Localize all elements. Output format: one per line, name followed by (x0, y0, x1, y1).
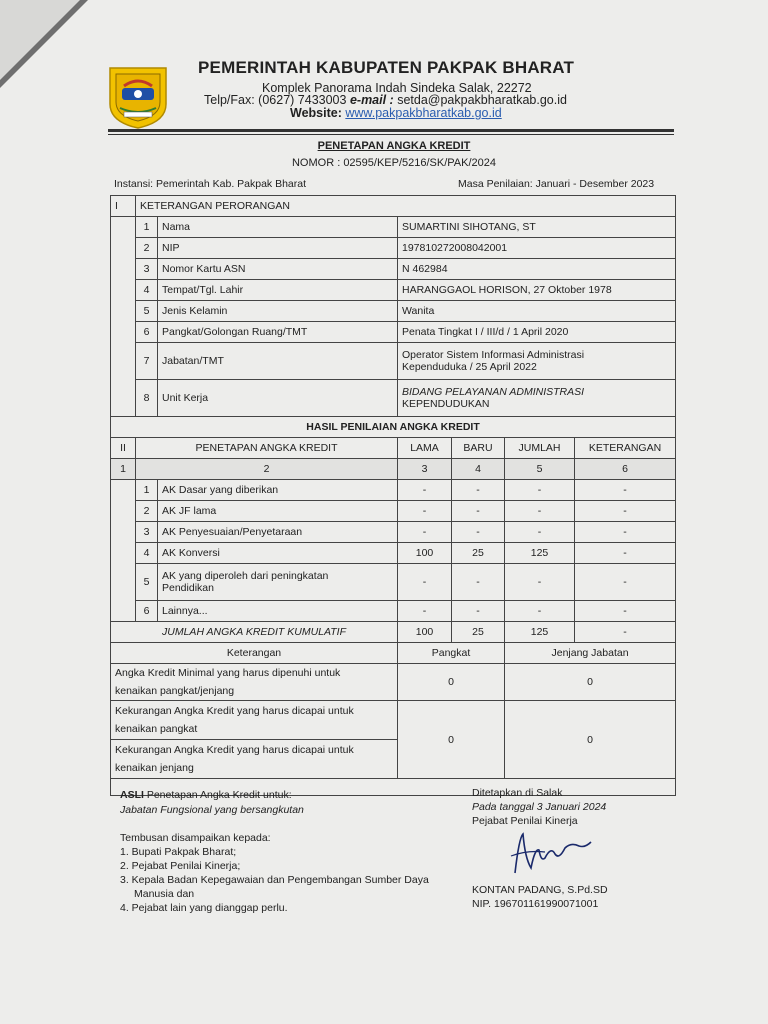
table-row: 3 AK Penyesuaian/Penyetaraan - - - - (111, 522, 676, 543)
pejabat-text: Pejabat Penilai Kinerja (472, 815, 578, 827)
table-row: 4 Tempat/Tgl. Lahir HARANGGAOL HORISON, 27 Oktober 1978 (111, 280, 676, 301)
tembusan-item-3: 3. Kepala Badan Kepegawaian dan Pengembangan Sumber Daya (120, 874, 429, 886)
section2-heading-row (111, 417, 676, 438)
header-rule-thin (108, 134, 674, 135)
tembusan-item-1: 1. Bupati Pakpak Bharat; (120, 846, 237, 858)
table-row: 5 Jenis Kelamin Wanita (111, 301, 676, 322)
tanggal-text: Pada tanggal 3 Januari 2024 (472, 801, 607, 813)
header-contact (204, 93, 567, 107)
credit-table (110, 195, 676, 796)
section1-title: KETERANGAN PERORANGAN (136, 196, 676, 217)
tembusan-item-2: 2. Pejabat Penilai Kinerja; (120, 860, 241, 872)
website-link[interactable]: www.pakpakbharatkab.go.id (345, 106, 502, 120)
masa-penilaian-text: Masa Penilaian: Januari - Desember 2023 (458, 178, 655, 190)
section3-header-row: Keterangan Pangkat Jenjang Jabatan (111, 643, 676, 664)
document-title: PENETAPAN ANGKA KREDIT (317, 140, 471, 152)
document-number: NOMOR : 02595/KEP/5216/SK/PAK/2024 (291, 157, 497, 169)
section1-roman: I (111, 196, 136, 217)
table-row: 6 Lainnya... - - - - (111, 601, 676, 622)
table-row: Angka Kredit Minimal yang harus dipenuhi untuk kenaikan pangkat/jenjang 0 0 (111, 664, 676, 701)
ditetapkan-text: Ditetapkan di Salak (472, 787, 563, 799)
table-row: 4 AK Konversi 100 25 125 - (111, 543, 676, 564)
asli-line: ASLI Penetapan Angka Kredit untuk: (120, 789, 292, 801)
table-row: 5 AK yang diperoleh dari peningkatan Pendidikan - - - - (111, 564, 676, 601)
signer-name: KONTAN PADANG, S.Pd.SD (472, 884, 608, 896)
page-corner-fold (0, 0, 80, 80)
signer-nip: NIP. 196701161990071001 (472, 898, 599, 910)
section2-index-row: 1 2 3 4 5 6 (111, 459, 676, 480)
header-website-label: Website: (290, 106, 342, 120)
table-row: 1 Nama SUMARTINI SIHOTANG, ST (111, 217, 676, 238)
table-row: Kekurangan Angka Kredit yang harus dicapai untuk kenaikan jenjang (111, 740, 676, 779)
header-title: PEMERINTAH KABUPATEN PAKPAK BHARAT (198, 58, 575, 77)
header-email: setda@pakpakbharatkab.go.id (397, 93, 567, 107)
table-row: 2 AK JF lama - - - - (111, 501, 676, 522)
header-website-line (290, 106, 502, 120)
header-phone: Telp/Fax: (0627) 7433003 (204, 93, 347, 107)
signature-icon (505, 828, 595, 878)
section2-column-header-row: II PENETAPAN ANGKA KREDIT LAMA BARU JUMLAH KETERANGAN (111, 438, 676, 459)
tembusan-item-4: 4. Pejabat lain yang dianggap perlu. (120, 902, 288, 914)
table-row: Kekurangan Angka Kredit yang harus dicapai untuk kenaikan pangkat 0 0 (111, 701, 676, 740)
header-rule-thick (108, 129, 674, 132)
section1-header-row (111, 196, 676, 217)
regency-emblem-icon (106, 64, 170, 130)
asli-sub: Jabatan Fungsional yang bersangkutan (120, 804, 304, 816)
header-address: Komplek Panorama Indah Sindeka Salak, 22272 (262, 81, 532, 95)
instansi-text: Instansi: Pemerintah Kab. Pakpak Bharat (114, 178, 307, 190)
section2-heading: HASIL PENILAIAN ANGKA KREDIT (111, 417, 676, 438)
table-row: 2 NIP 197810272008042001 (111, 238, 676, 259)
table-row: 8 Unit Kerja BIDANG PELAYANAN ADMINISTRASI KEPENDUDUKAN (111, 380, 676, 417)
table-row: 3 Nomor Kartu ASN N 462984 (111, 259, 676, 280)
total-row: JUMLAH ANGKA KREDIT KUMULATIF 100 25 125 - (111, 622, 676, 643)
table-row: 7 Jabatan/TMT Operator Sistem Informasi Administrasi Kependuduka / 25 April 2022 (111, 343, 676, 380)
tembusan-title: Tembusan disampaikan kepada: (120, 832, 271, 844)
table-row: 6 Pangkat/Golongan Ruang/TMT Penata Tingkat I / III/d / 1 April 2020 (111, 322, 676, 343)
table-row: 1 AK Dasar yang diberikan - - - - (111, 480, 676, 501)
tembusan-item-3-cont: Manusia dan (134, 888, 195, 900)
header-email-label: e-mail : (349, 93, 394, 107)
